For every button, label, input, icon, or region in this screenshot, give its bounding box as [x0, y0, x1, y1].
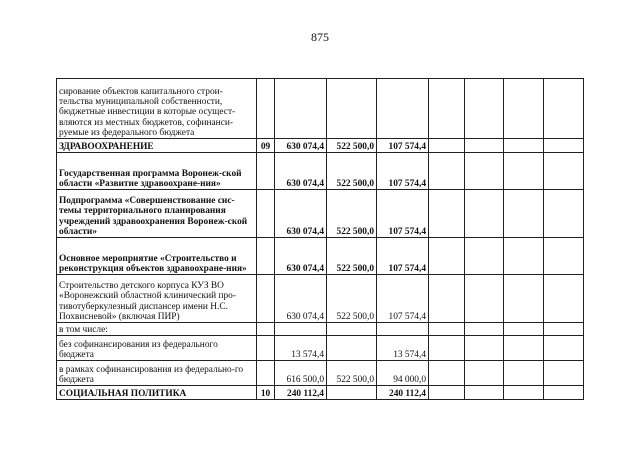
row-code	[257, 323, 275, 336]
empty-cell	[544, 190, 584, 238]
row-regional: 107 574,4	[377, 238, 429, 275]
row-regional: 107 574,4	[377, 153, 429, 190]
empty-cell	[504, 190, 544, 238]
empty-cell	[504, 361, 544, 386]
table-row	[57, 275, 584, 323]
row-name: в том числе:	[57, 323, 257, 336]
empty-cell	[429, 238, 465, 275]
row-name: Подпрограмма «Совершенствование сис-темы территориального планирования учреждений здравоохранения Воронеж-ской области»	[57, 190, 257, 238]
row-total: 630 074,4	[275, 275, 327, 323]
empty-cell	[465, 336, 504, 361]
row-regional	[377, 79, 429, 139]
table-row	[57, 139, 584, 153]
row-federal	[327, 336, 377, 361]
row-code	[257, 336, 275, 361]
empty-cell	[544, 238, 584, 275]
empty-cell	[504, 238, 544, 275]
row-regional: 13 574,4	[377, 336, 429, 361]
row-total: 630 074,4	[275, 139, 327, 153]
empty-cell	[504, 386, 544, 400]
empty-cell	[544, 139, 584, 153]
row-total: 616 500,0	[275, 361, 327, 386]
row-federal: 522 500,0	[327, 238, 377, 275]
row-total: 630 074,4	[275, 153, 327, 190]
row-code: 10	[257, 386, 275, 400]
budget-table	[56, 78, 584, 400]
row-regional	[377, 323, 429, 336]
empty-cell	[465, 153, 504, 190]
empty-cell	[429, 336, 465, 361]
row-regional: 107 574,4	[377, 275, 429, 323]
table-row	[57, 323, 584, 336]
empty-cell	[544, 79, 584, 139]
empty-cell	[429, 139, 465, 153]
empty-cell	[465, 275, 504, 323]
empty-cell	[465, 139, 504, 153]
row-total: 630 074,4	[275, 238, 327, 275]
row-name: ЗДРАВООХРАНЕНИЕ	[57, 139, 257, 153]
empty-cell	[544, 323, 584, 336]
row-code	[257, 238, 275, 275]
row-federal	[327, 79, 377, 139]
row-total	[275, 79, 327, 139]
row-federal: 522 500,0	[327, 275, 377, 323]
row-code: 09	[257, 139, 275, 153]
page-number: 875	[311, 30, 329, 44]
empty-cell	[544, 361, 584, 386]
row-federal	[327, 323, 377, 336]
row-name: Строительство детского корпуса КУЗ ВО «Воронежский областной клинический про-тивотуберкулезный диспансер имени Н.С. Похвисневой» (включая ПИР)	[57, 275, 257, 323]
table-row	[57, 153, 584, 190]
row-name: сирование объектов капитального строи-тельства муниципальной собственности, бюджетные инвестиции в которые осущест-вляются из местных бюджетов, софинанси-руемые из федерального бюджета	[57, 79, 257, 139]
row-federal: 522 500,0	[327, 190, 377, 238]
empty-cell	[504, 336, 544, 361]
empty-cell	[465, 323, 504, 336]
empty-cell	[465, 79, 504, 139]
table-row	[57, 336, 584, 361]
empty-cell	[429, 275, 465, 323]
empty-cell	[429, 361, 465, 386]
row-regional: 94 000,0	[377, 361, 429, 386]
empty-cell	[429, 190, 465, 238]
empty-cell	[504, 275, 544, 323]
row-federal: 522 500,0	[327, 153, 377, 190]
row-total	[275, 323, 327, 336]
row-code	[257, 275, 275, 323]
table-row	[57, 190, 584, 238]
row-regional: 107 574,4	[377, 139, 429, 153]
table-row	[57, 238, 584, 275]
empty-cell	[465, 190, 504, 238]
row-code	[257, 190, 275, 238]
row-name: в рамках софинансирования из федерально-го бюджета	[57, 361, 257, 386]
empty-cell	[544, 275, 584, 323]
row-total: 240 112,4	[275, 386, 327, 400]
row-name: Основное мероприятие «Строительство и реконструкция объектов здравоохране-ния»	[57, 238, 257, 275]
empty-cell	[429, 323, 465, 336]
empty-cell	[504, 139, 544, 153]
row-regional: 107 574,4	[377, 190, 429, 238]
row-federal: 522 500,0	[327, 139, 377, 153]
empty-cell	[429, 153, 465, 190]
table-row	[57, 361, 584, 386]
row-code	[257, 79, 275, 139]
row-total: 13 574,4	[275, 336, 327, 361]
table-row	[57, 79, 584, 139]
empty-cell	[429, 386, 465, 400]
empty-cell	[544, 336, 584, 361]
row-name: без софинансирования из федерального бюджета	[57, 336, 257, 361]
empty-cell	[465, 238, 504, 275]
empty-cell	[465, 386, 504, 400]
row-name: СОЦИАЛЬНАЯ ПОЛИТИКА	[57, 386, 257, 400]
row-total: 630 074,4	[275, 190, 327, 238]
row-name: Государственная программа Воронеж-ской области «Развитие здравоохране-ния»	[57, 153, 257, 190]
empty-cell	[504, 79, 544, 139]
empty-cell	[544, 153, 584, 190]
empty-cell	[504, 323, 544, 336]
row-federal	[327, 386, 377, 400]
empty-cell	[465, 361, 504, 386]
empty-cell	[544, 386, 584, 400]
row-code	[257, 153, 275, 190]
empty-cell	[504, 153, 544, 190]
empty-cell	[429, 79, 465, 139]
row-federal: 522 500,0	[327, 361, 377, 386]
row-code	[257, 361, 275, 386]
row-regional: 240 112,4	[377, 386, 429, 400]
table-row	[57, 386, 584, 400]
